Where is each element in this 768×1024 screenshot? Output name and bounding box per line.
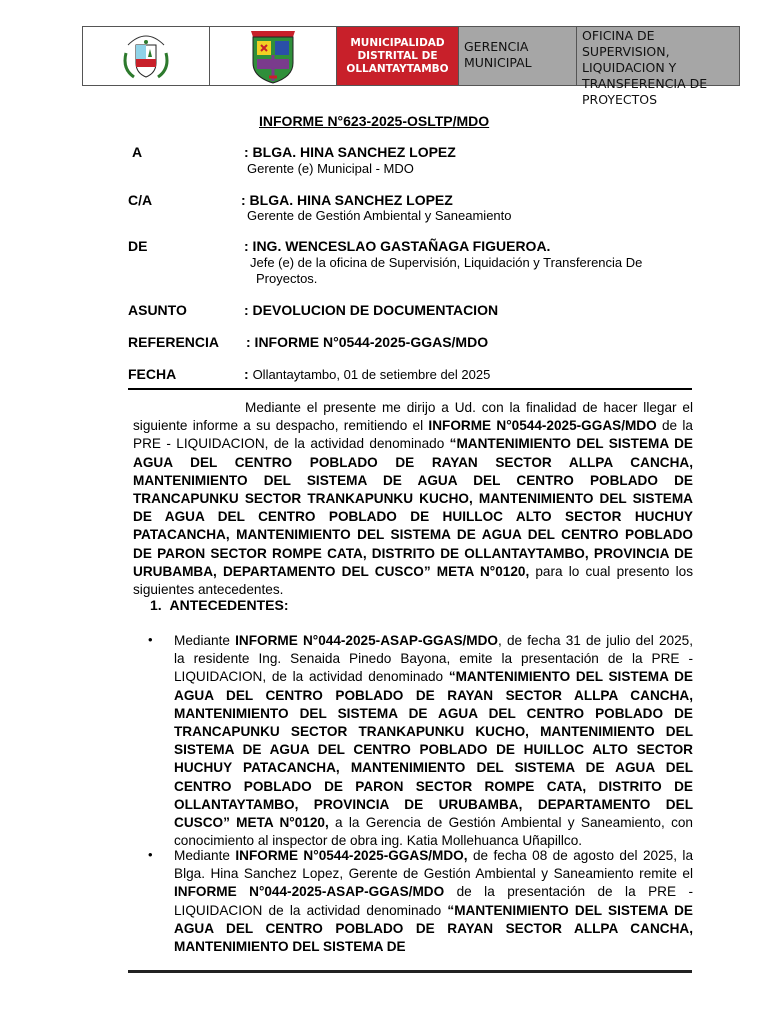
logo-cell-peru bbox=[83, 27, 210, 85]
municipality-name: MUNICIPALIDAD DISTRITAL DE OLLANTAYTAMBO bbox=[337, 27, 459, 85]
field-a-sub: Gerente (e) Municipal - MDO bbox=[247, 161, 414, 176]
bullet-icon: • bbox=[148, 632, 153, 647]
ollantaytambo-coat-of-arms-icon bbox=[243, 27, 303, 85]
section-number: 1. bbox=[150, 597, 162, 613]
section-title: ANTECEDENTES: bbox=[169, 597, 289, 613]
oficina-label: OFICINA DE SUPERVISION, LIQUIDACION Y TRANSFERENCIA DE PROYECTOS bbox=[577, 27, 739, 85]
section-antecedentes-heading bbox=[150, 597, 288, 613]
intro-activity-bold: “MANTENIMIENTO DEL SISTEMA DE AGUA DEL CENTRO POBLADO DE RAYAN SECTOR ALLPA CANCHA, MANTENIMIENTO DEL SISTEMA DE AGUA DEL CENTRO POBLADO DE TRANCAPUNKU SECTOR TRANKAPUNKU KUCHO, MANTENIMIENTO DEL SISTEMA DE AGUA DEL CENTRO POBLADO DE HUILLOC ALTO SECTOR HUCHUY PATACANCHA, MANTENIMIENTO DEL SISTEMA DE AGUA DEL CENTRO POBLADO DE PARON SECTOR ROMPE CATA, DISTRITO DE OLLANTAYTAMBO, PROVINCIA DE URUBAMBA, DEPARTAMENTO DEL CUSCO” META N°0120, bbox=[133, 436, 693, 579]
field-de-sub2: Proyectos. bbox=[256, 271, 318, 286]
bullet1-paragraph bbox=[174, 632, 693, 850]
bullet2-paragraph bbox=[174, 847, 693, 956]
field-ca-value: : BLGA. HINA SANCHEZ LOPEZ bbox=[241, 192, 453, 208]
field-ref-label: REFERENCIA bbox=[128, 334, 220, 350]
report-title: INFORME N°623-2025-OSLTP/MDO bbox=[259, 113, 490, 129]
field-ca-sub: Gerente de Gestión Ambiental y Saneamiento bbox=[247, 208, 512, 223]
intro-paragraph bbox=[133, 399, 693, 599]
peru-coat-of-arms-icon bbox=[116, 29, 176, 83]
bullet1-activity-bold: “MANTENIMIENTO DEL SISTEMA DE AGUA DEL CENTRO POBLADO DE RAYAN SECTOR ALLPA CANCHA, MANTENIMIENTO DEL SISTEMA DE AGUA DEL CENTRO POBLADO DE TRANCAPUNKU SECTOR TRANKAPUNKU KUCHO, MANTENIMIENTO DEL SISTEMA DE AGUA DEL CENTRO POBLADO DE HUILLOC ALTO SECTOR HUCHUY PATACANCHA, MANTENIMIENTO DEL SISTEMA DE AGUA DEL CENTRO POBLADO DE PARON SECTOR ROMPE CATA, DISTRITO DE OLLANTAYTAMBO, PROVINCIA DE URUBAMBA, DEPARTAMENTO DEL CUSCO” META N°0120, bbox=[174, 669, 693, 831]
field-asunto-label: ASUNTO bbox=[128, 302, 187, 318]
logo-cell-ollantaytambo bbox=[210, 27, 337, 85]
field-fecha-colon: : bbox=[244, 366, 249, 382]
field-de-value: : ING. WENCESLAO GASTAÑAGA FIGUEROA. bbox=[244, 238, 551, 254]
bullet2-activity-bold: “MANTENIMIENTO DEL SISTEMA DE AGUA DEL CENTRO POBLADO DE RAYAN SECTOR ALLPA CANCHA, MANTENIMIENTO DEL SISTEMA DE bbox=[174, 902, 693, 955]
bullet-icon: • bbox=[148, 847, 153, 862]
field-fecha-label: FECHA bbox=[128, 366, 177, 382]
intro-text-1: Mediante el presente me dirijo a Ud. con la finalidad de hacer llegar el siguiente informe a su despacho, remitiendo el bbox=[133, 400, 693, 434]
intro-text-2: de la PRE - LIQUIDACION, de la actividad denominado bbox=[133, 418, 693, 452]
bullet1-text-1: Mediante bbox=[174, 633, 236, 648]
bullet2-ref2-bold: INFORME N°044-2025-ASAP-GGAS/MDO bbox=[174, 884, 445, 900]
header-divider bbox=[128, 388, 692, 390]
bullet2-text-3: de la presentación de la PRE - LIQUIDACION de la actividad denominado bbox=[174, 884, 693, 918]
bullet2-text-1: Mediante bbox=[174, 848, 236, 863]
field-de-label: DE bbox=[128, 238, 148, 254]
field-de-sub1: Jefe (e) de la oficina de Supervisión, Liquidación y Transferencia De bbox=[250, 255, 643, 270]
field-a-value: : BLGA. HINA SANCHEZ LOPEZ bbox=[244, 144, 456, 160]
field-asunto-value: : DEVOLUCION DE DOCUMENTACION bbox=[244, 302, 499, 318]
intro-text-3: para lo cual presento los siguientes antecedentes. bbox=[133, 563, 693, 598]
bullet2-text-2: de fecha 08 de agosto del 2025, la Blga. Hina Sanchez Lopez, Gerente de Gestión Ambiental y Saneamiento remite el bbox=[174, 848, 694, 882]
intro-ref-bold: INFORME N°0544-2025-GGAS/MDO bbox=[428, 418, 657, 434]
bullet1-text-3: a la Gerencia de Gestión Ambiental y Saneamiento, con conocimiento al inspector de obra ing. Katia Mollehuanca Uñapillco. bbox=[174, 815, 693, 849]
field-ref-value: : INFORME N°0544-2025-GGAS/MDO bbox=[246, 334, 489, 350]
footer-divider bbox=[128, 970, 692, 973]
field-fecha-row bbox=[244, 366, 490, 382]
field-a-label: A bbox=[132, 144, 143, 160]
field-ca-label: C/A bbox=[128, 192, 153, 208]
document-header bbox=[82, 26, 740, 107]
bullet2-ref-bold: INFORME N°0544-2025-GGAS/MDO, bbox=[235, 848, 468, 863]
bullet1-text-2: , de fecha 31 de julio del 2025, la residente Ing. Senaida Pinedo Bayona, emite la presentación de la PRE - LIQUIDACION, de la actividad denominado bbox=[174, 633, 693, 685]
gerencia-label: GERENCIA MUNICIPAL bbox=[459, 27, 577, 85]
field-fecha-value: Ollantaytambo, 01 de setiembre del 2025 bbox=[252, 367, 491, 382]
bullet1-ref-bold: INFORME N°044-2025-ASAP-GGAS/MDO bbox=[235, 633, 499, 648]
